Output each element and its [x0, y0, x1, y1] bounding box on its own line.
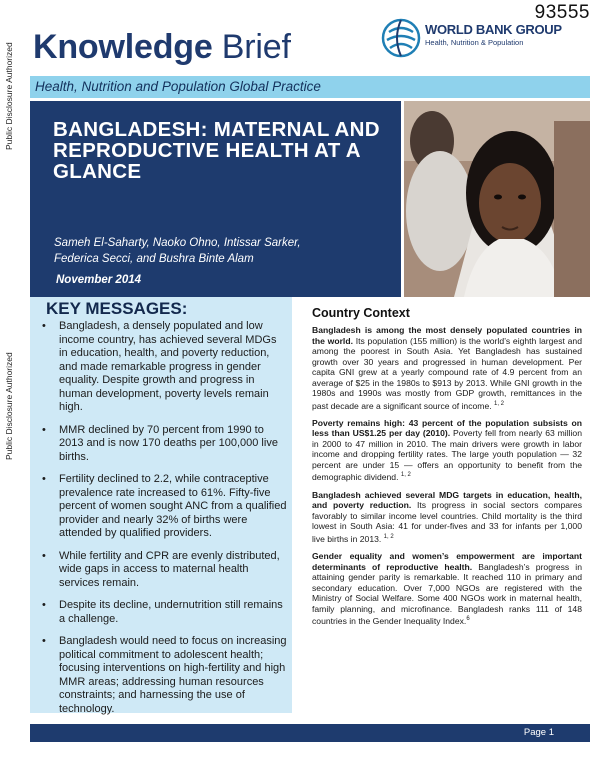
document-number: 93555	[534, 2, 590, 23]
key-message-item: • Bangladesh would need to focus on increasing political commitment to adolescent health; focusing interventions on high-fertility and high MMR areas; addressing human resources constraints; and harnessing the use of technology.	[40, 635, 288, 716]
org-subtitle: Health, Nutrition & Population	[425, 38, 524, 47]
key-message-item: • Despite its decline, undernutrition still remains a challenge.	[40, 599, 288, 626]
hero-title: BANGLADESH: MATERNAL AND REPRODUCTIVE HEALTH AT A GLANCE	[53, 118, 380, 183]
footer-bar	[30, 724, 590, 742]
world-bank-globe-icon	[381, 18, 421, 58]
country-context-body	[312, 325, 582, 633]
cover-photo-girl	[404, 101, 590, 297]
publication-date: November 2014	[56, 274, 142, 286]
country-context-heading: Country Context	[312, 306, 410, 320]
disclosure-label-middle: Public Disclosure Authorized	[4, 352, 14, 460]
authors: Sameh El-Saharty, Naoko Ohno, Intissar Sarker, Federica Secci, and Bushra Binte Alam	[54, 237, 301, 265]
knowledge-brief-title: Knowledge Brief	[33, 28, 291, 66]
key-message-item: • Fertility declined to 2.2, while contraceptive prevalence rate increased to 61%. Fifty-five percent of women sought ANC from a qualified provider and nearly 32% of births were attended by qualified providers.	[40, 473, 288, 541]
disclosure-label-top: Public Disclosure Authorized	[4, 42, 14, 150]
context-paragraph: Bangladesh achieved several MDG targets in education, health, and poverty reduction. Its progress in social sectors compares favorably to similar income level countries. Child mortality is the third lowest in South Asia: 41 for under-fives and 33 for infants per 1,000 live births in 2013. $^{1, 2}$	[312, 489, 582, 544]
key-message-item: • Bangladesh, a densely populated and low income country, has achieved several MDGs in education, health, and poverty reduction, and made remarkable progress in gender equality. Despite growth and progress in human development, poverty levels remain high.	[40, 320, 288, 415]
org-name: WORLD BANK GROUP	[425, 22, 562, 37]
key-message-item: • While fertility and CPR are evenly distributed, wide gaps in access to maternal health services remain.	[40, 550, 288, 591]
context-paragraph: Bangladesh is among the most densely populated countries in the world. Its population (155 million) is the world’s eighth largest and among the poorest in South Asia. Yet Bangladesh has sustained growth over 30 years and progressed in human development. Per capita GNI grew at a yearly compound rate of 4.9 percent from an average of $25 in the 1980s to $913 by 2013. While GNI growth in the 1980s and 1990s was mostly from GDP growth, remittances in the past decade are a significant source of income. $^{1, 2}$	[312, 325, 582, 411]
key-messages-heading: KEY MESSAGES:	[46, 299, 188, 318]
practice-name: Health, Nutrition and Population Global Practice	[35, 79, 321, 94]
context-paragraph: Poverty remains high: 43 percent of the population subsists on less than US$1.25 per day (2010). Poverty fell from nearly 63 million in 2000 to 47 million in 2010. The main drivers were growth in labor income and dropping fertility rates. The large youth population — 32 percent are under 15 — offers an opportunity to benefit from the demographic dividend. $^{1, 2}$	[312, 417, 582, 483]
key-message-item: • MMR declined by 70 percent from 1990 to 2013 and is now 170 deaths per 100,000 live births.	[40, 424, 288, 465]
key-messages-list	[40, 320, 288, 725]
page-number: Page 1	[523, 727, 554, 738]
context-paragraph: Gender equality and women’s empowerment are important determinants of reproductive health. Bangladesh’s progress in attaining gender parity is remarkable. It reached 110 in primary and secondary education. Over 7,000 NGOs are registered with the Ministry of Social Welfare. Some 400 NGOs work in maternal health, family planning, and microfinance. Bangladesh ranks 111 of 148 countries in the Gender Inequality Index.$^6$	[312, 551, 582, 626]
